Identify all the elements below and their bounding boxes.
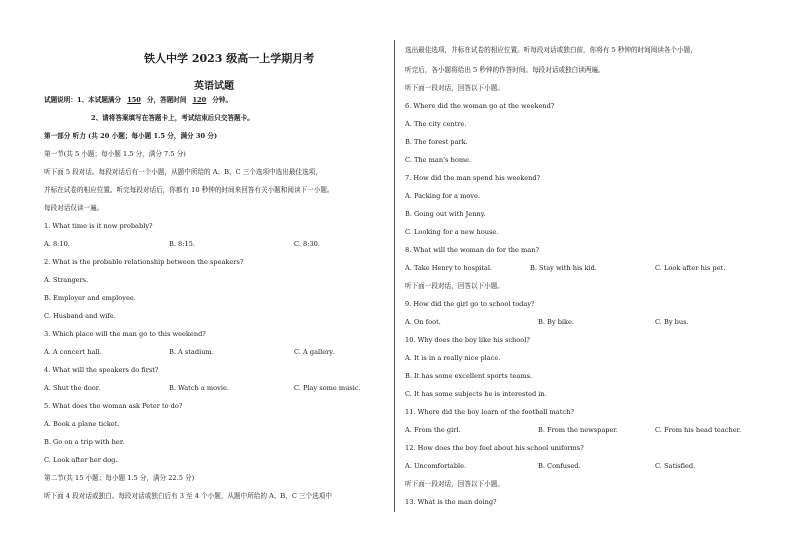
q8-option-c: C. Look after his pet.: [655, 264, 726, 272]
exam-title: 铁人中学 2023 级高一上学期月考: [144, 52, 315, 65]
q5-option-b: B. Go on a trip with her.: [44, 438, 125, 446]
q3-option-c: C. A gallery.: [294, 348, 335, 356]
question-6: 6. Where did the woman go at the weekend?: [405, 102, 555, 110]
q6-option-a: A. The city centre.: [405, 120, 467, 128]
question-11: 11. Where did the boy learn of the football match?: [405, 408, 574, 416]
q4-option-b: B. Watch a movie.: [169, 384, 229, 392]
q9-option-b: B. By bike.: [538, 318, 575, 326]
q1-option-a: A. 8:10.: [44, 240, 70, 248]
q11-option-c: C. From his head teacher.: [655, 426, 742, 434]
q10-option-b: B. It has some excellent sports teams.: [405, 372, 533, 380]
section2-text: 听下面 4 段对话或独白。每段对话或独白后有 3 至 4 个小题，从题中所给的 A、B、C 三个选项中: [44, 492, 332, 500]
q6-option-c: C. The man’s home.: [405, 156, 472, 164]
section2-heading: 第二节(共 15 小题；每小题 1.5 分，满分 22.5 分): [44, 474, 195, 482]
q2-option-a: A. Strangers.: [44, 276, 89, 284]
q10-option-a: A. It is in a really nice place.: [405, 354, 501, 362]
q3-option-a: A. A concert hall.: [44, 348, 102, 356]
q12-option-c: C. Satisfied.: [655, 462, 696, 470]
q12-option-b: B. Confused.: [538, 462, 581, 470]
q4-option-c: C. Play some music.: [294, 384, 361, 392]
question-5: 5. What does the woman ask Peter to do?: [44, 402, 183, 410]
question-7: 7. How did the man spend his weekend?: [405, 174, 541, 182]
question-10: 10. Why does the boy like his school?: [405, 336, 530, 344]
section1-text-2: 并标在试卷的相应位置。听完每段对话后，你都有 10 秒钟的时间来回答有关小题和阅读下一小题。: [44, 186, 334, 194]
instructions-line-2: 2、请将答案填写在答题卡上，考试结束后只交答题卡。: [91, 114, 254, 122]
q11-option-a: A. From the girl.: [405, 426, 461, 434]
dialogue-6-intro: 听下面一段对话，回答以下小题。: [405, 84, 504, 92]
instructions-line-1: 试题说明：1、本试题满分 150 分，答题时间 120 分钟。: [44, 96, 232, 104]
q8-option-a: A. Take Henry to hospital.: [405, 264, 493, 272]
section2-text-cont-2: 听完后，各小题将给出 5 秒钟的作答时间。每段对话或独白读两遍。: [405, 66, 605, 74]
q9-option-a: A. On foot.: [405, 318, 441, 326]
question-4: 4. What will the speakers do first?: [44, 366, 159, 374]
section2-text-cont-1: 选出最佳选项，并标在试卷的相应位置。听每段对话或独白前，你将有 5 秒钟的时间阅读各个小题，: [405, 46, 697, 54]
section1-heading: 第一节(共 5 小题；每小题 1.5 分，满分 7.5 分): [44, 150, 186, 158]
question-2: 2. What is the probable relationship between the speakers?: [44, 258, 244, 266]
q4-option-a: A. Shut the door.: [44, 384, 101, 392]
dialogue-13-intro: 听下面一段对话，回答以下小题。: [405, 480, 504, 488]
q1-option-b: B. 8:15.: [169, 240, 195, 248]
q7-option-c: C. Looking for a new house.: [405, 228, 499, 236]
column-divider: [394, 40, 395, 512]
section1-text-3: 每段对话仅读一遍。: [44, 204, 104, 212]
q7-option-a: A. Packing for a move.: [405, 192, 481, 200]
q11-option-b: B. From the newspaper.: [538, 426, 618, 434]
section1-text-1: 听下面 5 段对话。每段对话后有一个小题，从题中所给的 A、B、C 三个选项中选出最佳选项，: [44, 168, 322, 176]
q2-option-b: B. Employer and employee.: [44, 294, 136, 302]
q5-option-c: C. Look after her dog.: [44, 456, 118, 464]
q5-option-a: A. Book a plane ticket.: [44, 420, 120, 428]
dialogue-9-intro: 听下面一段对话，回答以下小题。: [405, 282, 504, 290]
subject-title: 英语试题: [194, 81, 234, 92]
q3-option-b: B. A stadium.: [169, 348, 214, 356]
q6-option-b: B. The forest park.: [405, 138, 468, 146]
question-12: 12. How does the boy feel about his school uniforms?: [405, 444, 584, 452]
exam-time: 120: [192, 96, 207, 104]
q1-option-c: C. 8:30.: [294, 240, 320, 248]
question-9: 9. How did the girl go to school today?: [405, 300, 535, 308]
question-13: 13. What is the man doing?: [405, 498, 497, 506]
q12-option-a: A. Uncomfortable.: [405, 462, 467, 470]
q2-option-c: C. Husband and wife.: [44, 312, 116, 320]
q8-option-b: B. Stay with his kid.: [530, 264, 597, 272]
question-1: 1. What time is it now probably?: [44, 222, 153, 230]
total-score: 150: [127, 96, 141, 104]
q7-option-b: B. Going out with Jenny.: [405, 210, 486, 218]
question-8: 8. What will the woman do for the man?: [405, 246, 539, 254]
question-3: 3. Which place will the man go to this weekend?: [44, 330, 206, 338]
q9-option-c: C. By bus.: [655, 318, 689, 326]
part1-heading: 第一部分 听力 (共 20 小题；每小题 1.5 分，满分 30 分): [44, 132, 218, 140]
q10-option-c: C. It has some subjects he is interested in.: [405, 390, 547, 398]
